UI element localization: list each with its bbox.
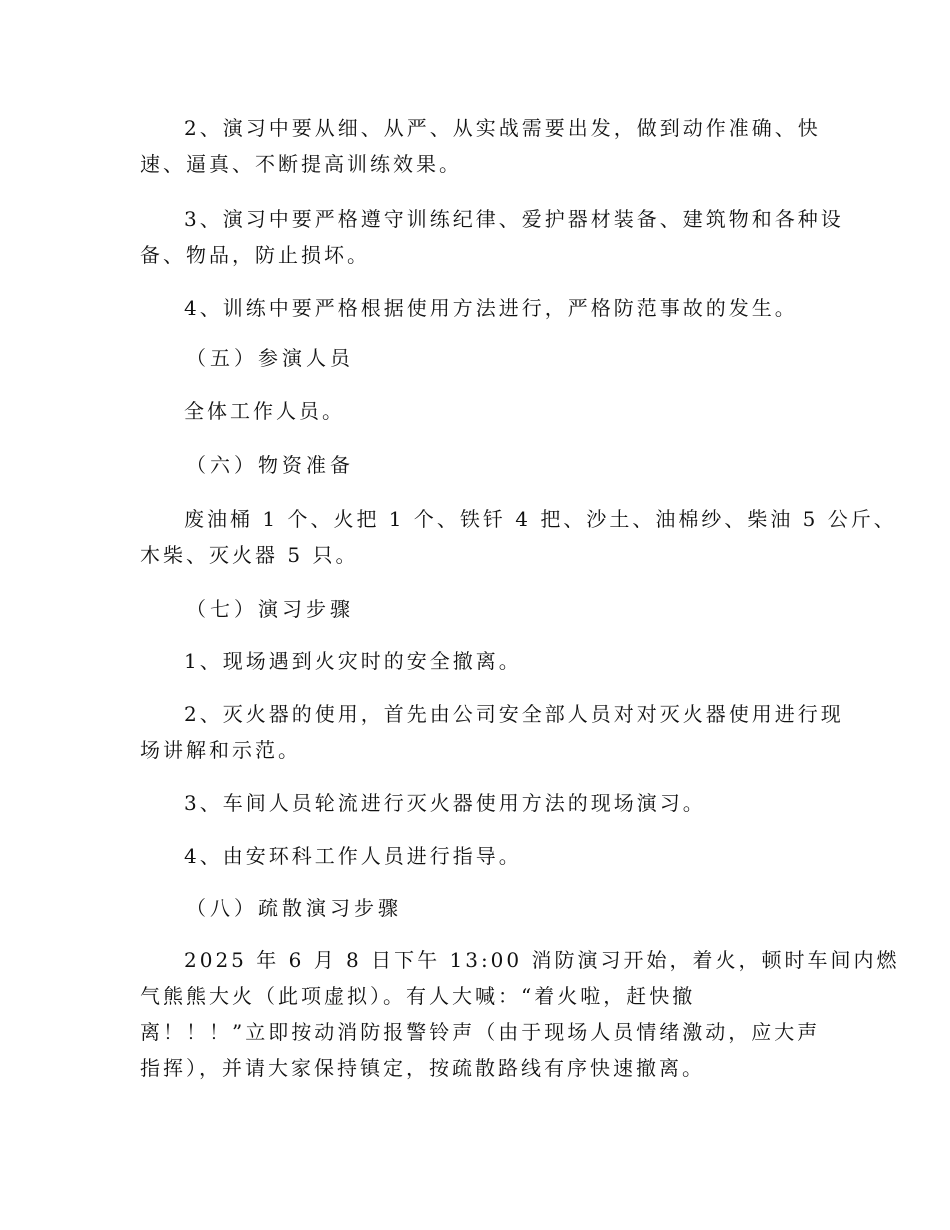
paragraph-line: 2025 年 6 月 8 日下午 13:00 消防演习开始，着火，顿时车间内燃	[184, 948, 900, 972]
paragraph-line: 2、灭火器的使用，首先由公司安全部人员对对灭火器使用进行现	[184, 702, 844, 726]
paragraph-line: 3、演习中要严格遵守训练纪律、爱护器材装备、建筑物和各种设	[184, 207, 844, 231]
paragraph-line: 4、由安环科工作人员进行指导。	[184, 844, 522, 868]
paragraph-line: 场讲解和示范。	[140, 738, 301, 762]
paragraph-line: 全体工作人员。	[184, 399, 345, 423]
section-heading: （七）演习步骤	[186, 597, 354, 621]
paragraph-line: 指挥），并请大家保持镇定，按疏散路线有序快速撤离。	[140, 1056, 705, 1080]
paragraph-line: 1、现场遇到火灾时的安全撤离。	[184, 649, 522, 673]
section-heading: （五）参演人员	[186, 346, 354, 370]
paragraph-line: 离！！！”立即按动消防报警铃声（由于现场人员情绪激动，应大声	[140, 1020, 821, 1044]
paragraph-line: 气熊熊大火（此项虚拟）。有人大喊：“着火啦，赶快撤	[140, 984, 696, 1008]
paragraph-line: 4、训练中要严格根据使用方法进行，严格防范事故的发生。	[184, 296, 798, 320]
section-heading: （八）疏散演习步骤	[186, 896, 402, 920]
paragraph-line: 备、物品，防止损坏。	[140, 243, 370, 267]
paragraph-line: 废油桶 1 个、火把 1 个、铁钎 4 把、沙土、油棉纱、柴油 5 公斤、	[184, 507, 897, 531]
paragraph-line: 速、逼真、不断提高训练效果。	[140, 152, 462, 176]
paragraph-line: 3、车间人员轮流进行灭火器使用方法的现场演习。	[184, 791, 706, 815]
paragraph-line: 木柴、灭火器 5 只。	[140, 543, 359, 567]
section-heading: （六）物资准备	[186, 453, 354, 477]
paragraph-line: 2、演习中要从细、从严、从实战需要出发，做到动作准确、快	[184, 116, 821, 140]
